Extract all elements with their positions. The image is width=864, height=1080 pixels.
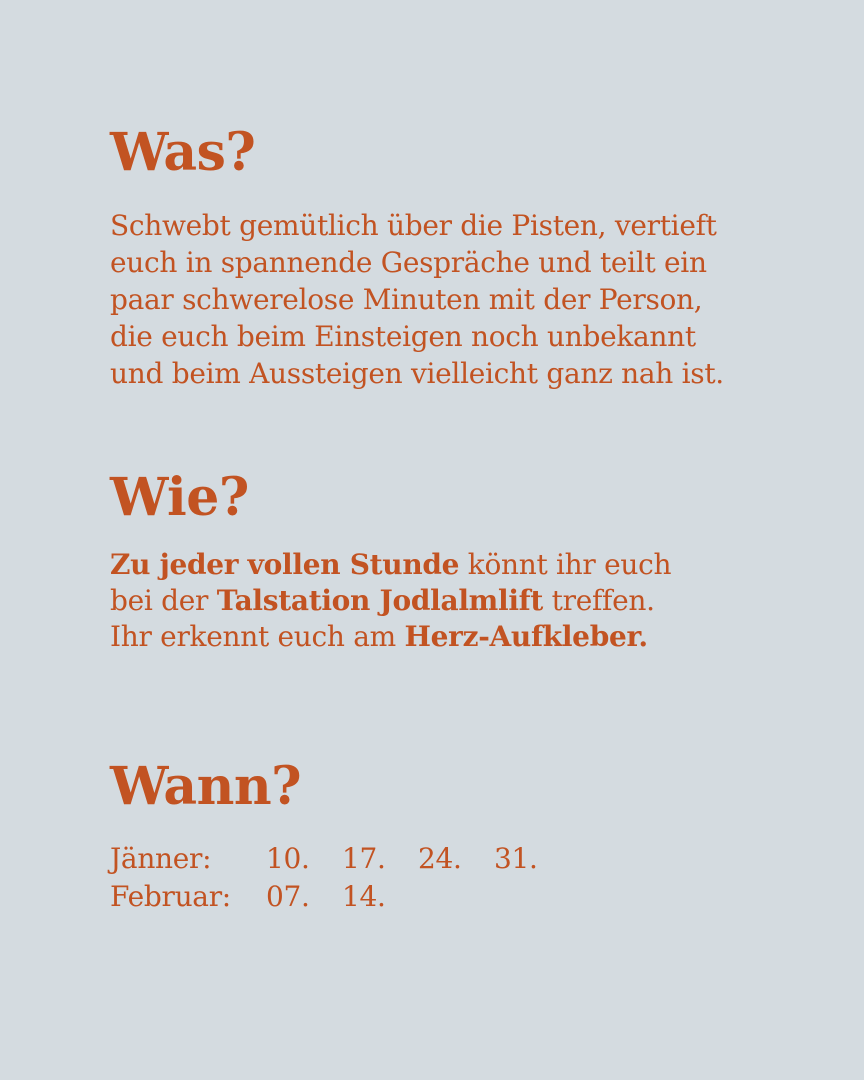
section-wie-paragraph	[110, 547, 671, 655]
text-line	[110, 583, 671, 619]
schedule-row-jaenner	[110, 840, 570, 878]
date-value: 10.	[266, 842, 310, 875]
section-wann-heading: Wann?	[110, 756, 302, 817]
text-line: paar schwerelose Minuten mit der Person,	[110, 283, 703, 316]
regular-text: Ihr erkennt euch am	[110, 620, 405, 653]
text-line: die euch beim Einsteigen noch unbekannt	[110, 320, 696, 353]
date-value: 07.	[266, 880, 310, 913]
section-was-heading: Was?	[110, 122, 256, 183]
regular-text: treffen.	[543, 584, 655, 617]
text-line: und beim Aussteigen vielleicht ganz nah ist.	[110, 357, 724, 390]
date-value: 24.	[418, 842, 462, 875]
text-line	[110, 547, 671, 583]
date-value: 31.	[494, 842, 538, 875]
emphasis-text: Herz-Aufkleber.	[404, 620, 648, 653]
text-line: Schwebt gemütlich über die Pisten, vertieft	[110, 209, 717, 242]
emphasis-text: Talstation Jodlalmlift	[216, 584, 544, 617]
text-line: euch in spannende Gespräche und teilt ein	[110, 246, 707, 279]
date-value: 14.	[342, 880, 386, 913]
emphasis-text: Zu jeder vollen Stunde	[110, 548, 460, 581]
section-wie-heading: Wie?	[110, 467, 249, 528]
regular-text: könnt ihr euch	[459, 548, 672, 581]
month-label: Jänner:	[110, 842, 212, 875]
month-label: Februar:	[110, 880, 231, 913]
text-line	[110, 619, 671, 655]
schedule-table	[110, 840, 570, 916]
regular-text: bei der	[110, 584, 217, 617]
schedule-row-februar	[110, 878, 570, 916]
section-was-paragraph	[110, 207, 724, 392]
date-value: 17.	[342, 842, 386, 875]
